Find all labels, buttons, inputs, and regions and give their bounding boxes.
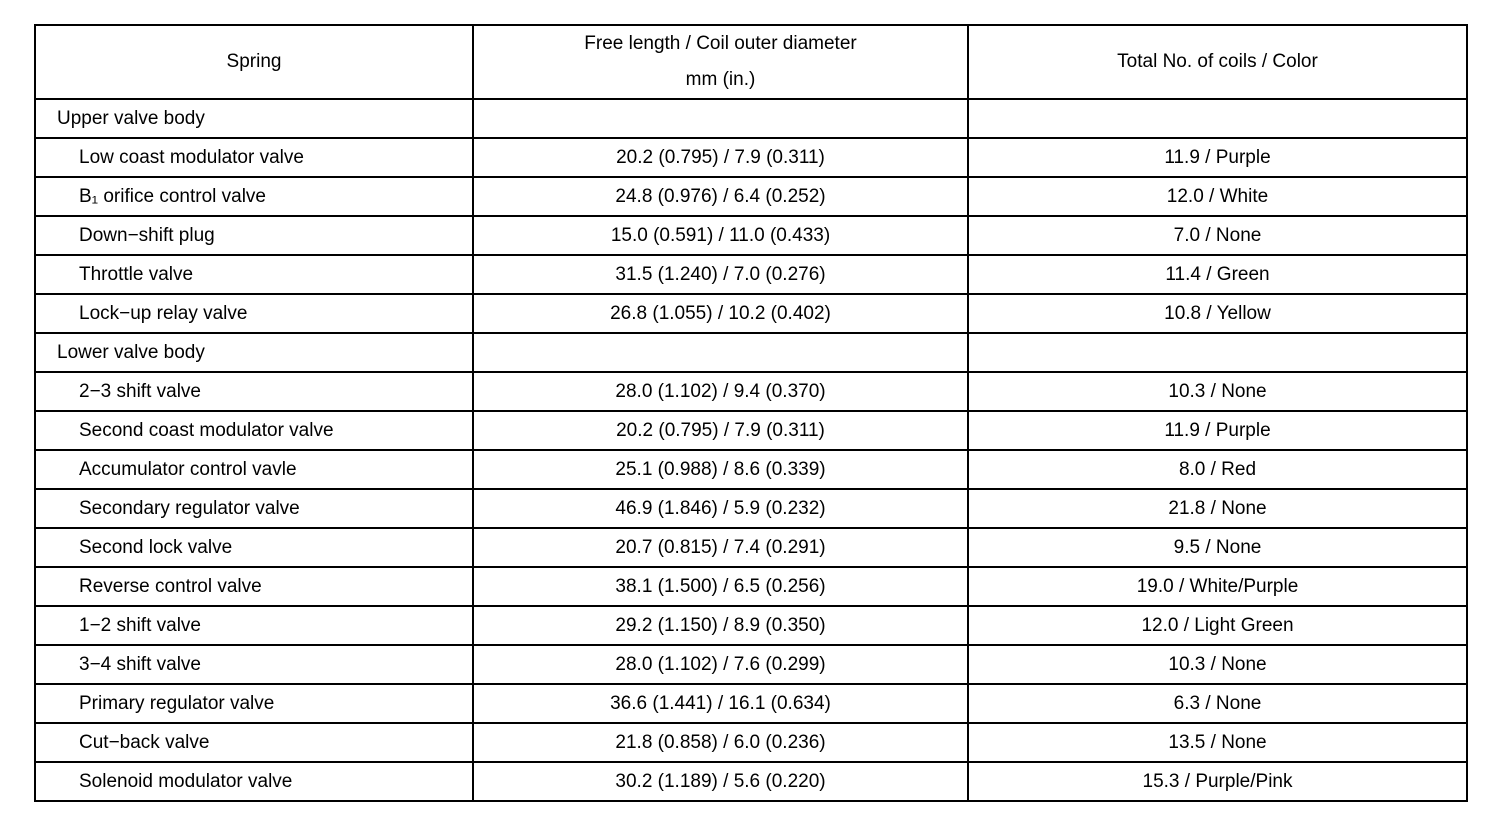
coils-color-cell: 11.9 / Purple: [968, 411, 1467, 450]
table-body: [35, 99, 1467, 801]
dimensions-cell: 15.0 (0.591) / 11.0 (0.433): [473, 216, 968, 255]
spring-name: Reverse control valve: [35, 567, 473, 606]
coils-color-cell: 11.4 / Green: [968, 255, 1467, 294]
header-coils-label: Total No. of coils / Color: [1117, 51, 1318, 73]
coils-color-cell: 7.0 / None: [968, 216, 1467, 255]
dimensions-cell: 28.0 (1.102) / 9.4 (0.370): [473, 372, 968, 411]
section-label: Lower valve body: [35, 333, 473, 372]
table-row: [35, 372, 1467, 411]
section-row: [35, 333, 1467, 372]
table-row: [35, 645, 1467, 684]
dimensions-cell: 26.8 (1.055) / 10.2 (0.402): [473, 294, 968, 333]
table-row: [35, 450, 1467, 489]
table-row: [35, 138, 1467, 177]
header-dimensions-unit: mm (in.): [685, 69, 756, 90]
spring-name: 1−2 shift valve: [35, 606, 473, 645]
table-row: [35, 177, 1467, 216]
spring-name: Solenoid modulator valve: [35, 762, 473, 801]
coils-color-cell: 8.0 / Red: [968, 450, 1467, 489]
header-row: [35, 25, 1467, 99]
table-row: [35, 684, 1467, 723]
dimensions-cell: 36.6 (1.441) / 16.1 (0.634): [473, 684, 968, 723]
dimensions-cell: 30.2 (1.189) / 5.6 (0.220): [473, 762, 968, 801]
table-row: [35, 294, 1467, 333]
table-row: [35, 216, 1467, 255]
coils-color-cell: 11.9 / Purple: [968, 138, 1467, 177]
header-dimensions: [473, 25, 968, 99]
spring-name: Second coast modulator valve: [35, 411, 473, 450]
spring-name: Cut−back valve: [35, 723, 473, 762]
table-row: [35, 762, 1467, 801]
dimensions-cell: 46.9 (1.846) / 5.9 (0.232): [473, 489, 968, 528]
coils-color-cell: 15.3 / Purple/Pink: [968, 762, 1467, 801]
dimensions-cell: 29.2 (1.150) / 8.9 (0.350): [473, 606, 968, 645]
table-row: [35, 489, 1467, 528]
coils-color-cell: 12.0 / Light Green: [968, 606, 1467, 645]
header-dimensions-label: Free length / Coil outer diameter: [584, 33, 857, 55]
table-row: [35, 723, 1467, 762]
section-row: [35, 99, 1467, 138]
spring-name: Primary regulator valve: [35, 684, 473, 723]
coils-color-cell: 10.8 / Yellow: [968, 294, 1467, 333]
spring-name: Second lock valve: [35, 528, 473, 567]
coils-color-cell: 12.0 / White: [968, 177, 1467, 216]
spring-name: Low coast modulator valve: [35, 138, 473, 177]
empty-cell: [473, 333, 968, 372]
coils-color-cell: 13.5 / None: [968, 723, 1467, 762]
coils-color-cell: 6.3 / None: [968, 684, 1467, 723]
dimensions-cell: 28.0 (1.102) / 7.6 (0.299): [473, 645, 968, 684]
dimensions-cell: 20.7 (0.815) / 7.4 (0.291): [473, 528, 968, 567]
table-row: [35, 411, 1467, 450]
dimensions-cell: 38.1 (1.500) / 6.5 (0.256): [473, 567, 968, 606]
spring-name: Accumulator control vavle: [35, 450, 473, 489]
spring-name: B₁ orifice control valve: [35, 177, 473, 216]
spring-name: Secondary regulator valve: [35, 489, 473, 528]
empty-cell: [968, 333, 1467, 372]
spring-name: Throttle valve: [35, 255, 473, 294]
spring-name: Down−shift plug: [35, 216, 473, 255]
dimensions-cell: 21.8 (0.858) / 6.0 (0.236): [473, 723, 968, 762]
empty-cell: [968, 99, 1467, 138]
coils-color-cell: 19.0 / White/Purple: [968, 567, 1467, 606]
table-row: [35, 255, 1467, 294]
empty-cell: [473, 99, 968, 138]
table-row: [35, 606, 1467, 645]
dimensions-cell: 24.8 (0.976) / 6.4 (0.252): [473, 177, 968, 216]
table-row: [35, 567, 1467, 606]
header-spring: [35, 25, 473, 99]
coils-color-cell: 10.3 / None: [968, 372, 1467, 411]
header-coils: [968, 25, 1467, 99]
table-header: [35, 25, 1467, 99]
dimensions-cell: 25.1 (0.988) / 8.6 (0.339): [473, 450, 968, 489]
coils-color-cell: 9.5 / None: [968, 528, 1467, 567]
coils-color-cell: 10.3 / None: [968, 645, 1467, 684]
header-spring-label: Spring: [226, 51, 282, 73]
dimensions-cell: 20.2 (0.795) / 7.9 (0.311): [473, 138, 968, 177]
valve-body-spring-table: [34, 24, 1468, 802]
spring-name: Lock−up relay valve: [35, 294, 473, 333]
spring-name: 3−4 shift valve: [35, 645, 473, 684]
section-label: Upper valve body: [35, 99, 473, 138]
dimensions-cell: 20.2 (0.795) / 7.9 (0.311): [473, 411, 968, 450]
table-row: [35, 528, 1467, 567]
dimensions-cell: 31.5 (1.240) / 7.0 (0.276): [473, 255, 968, 294]
spring-name: 2−3 shift valve: [35, 372, 473, 411]
coils-color-cell: 21.8 / None: [968, 489, 1467, 528]
